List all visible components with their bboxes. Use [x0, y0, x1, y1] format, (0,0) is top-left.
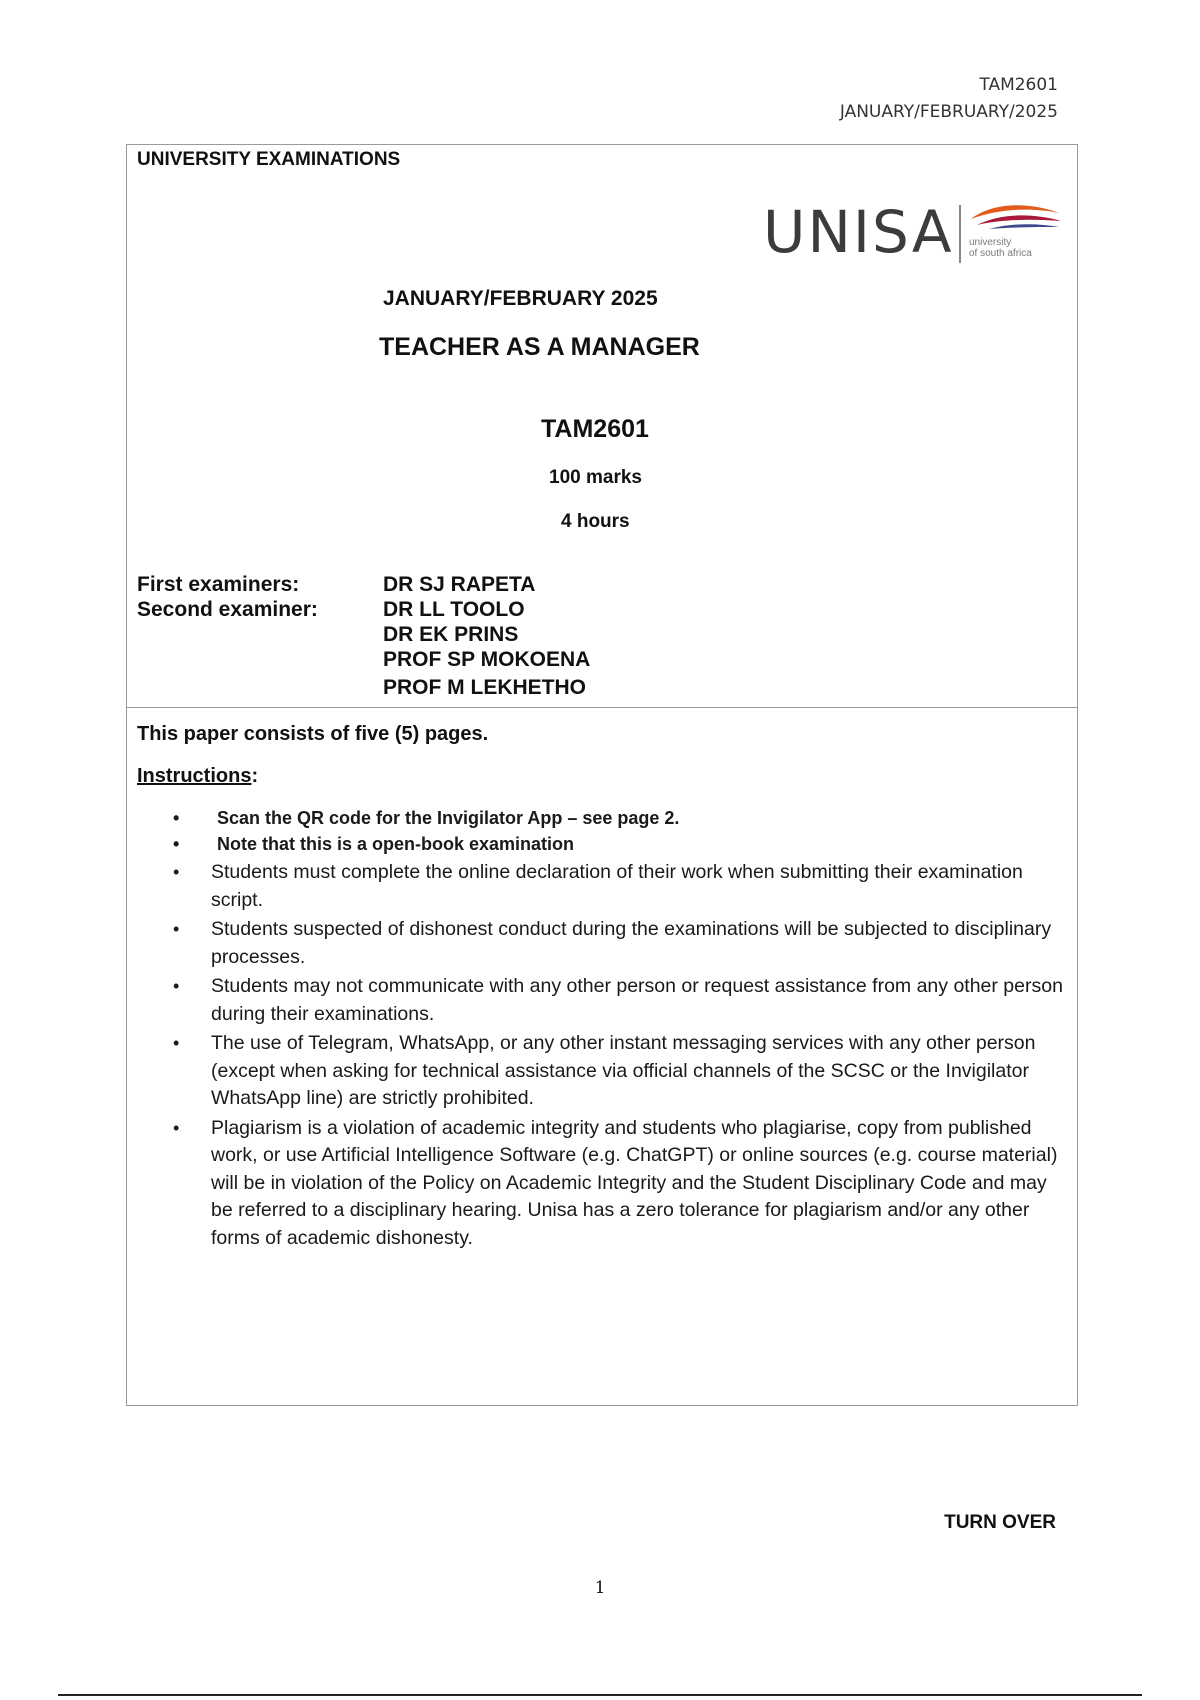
total-marks: 100 marks: [549, 467, 642, 488]
header-session: JANUARY/FEBRUARY/2025: [839, 102, 1058, 122]
examiner-name: DR EK PRINS: [383, 623, 519, 646]
second-examiner-label: Second examiner:: [137, 598, 318, 621]
page-number: 1: [594, 1578, 606, 1598]
section-divider: [127, 707, 1077, 708]
exam-duration: 4 hours: [561, 511, 630, 532]
instructions-list: [137, 805, 1067, 1254]
list-item: • Scan the QR code for the Invigilator App – see page 2.: [173, 808, 680, 828]
list-item: • Note that this is a open-book examination: [173, 834, 575, 854]
page-count-note: This paper consists of five (5) pages.: [137, 723, 489, 745]
examiner-name: PROF M LEKHETHO: [383, 676, 586, 699]
university-examinations-label: UNIVERSITY EXAMINATIONS: [137, 149, 401, 170]
turn-over-label: TURN OVER: [944, 1512, 1056, 1533]
module-code: TAM2601: [541, 415, 649, 443]
logo-subtitle: university of south africa: [969, 237, 1032, 259]
logo-divider: [959, 205, 961, 263]
page-bottom-rule: [58, 1694, 1142, 1696]
cover-box: [126, 144, 1078, 1406]
unisa-logo: [763, 195, 1063, 275]
list-item: • Students may not communicate with any other person or request assistance from any other person during their examinations.: [173, 975, 1063, 1025]
page-header: [840, 72, 1058, 126]
logo-swoosh-icon: [967, 199, 1063, 239]
module-title: TEACHER AS A MANAGER: [379, 333, 700, 361]
list-item: • Students suspected of dishonest conduct during the examinations will be subjected to disciplinary processes.: [173, 918, 1052, 968]
exam-session: JANUARY/FEBRUARY 2025: [383, 287, 658, 310]
logo-wordmark: UNISA: [763, 198, 954, 266]
list-item: • Plagiarism is a violation of academic integrity and students who plagiarise, copy from published work, or use Artificial Intelligence Software (e.g. ChatGPT) or online sources (e.g. course material) will be in violation of the Policy on Academic Integrity and the Student Disciplinary Code and may be referred to a disciplinary hearing. Unisa has a zero tolerance for plagiarism and/or any other forms of academic dishonesty.: [173, 1116, 1058, 1249]
examiner-name: PROF SP MOKOENA: [383, 648, 591, 671]
list-item: • Students must complete the online declaration of their work when submitting their examination script.: [173, 861, 1023, 911]
header-module-code: TAM2601: [979, 75, 1058, 95]
list-item: • The use of Telegram, WhatsApp, or any other instant messaging services with any other person (except when asking for technical assistance via official channels of the SCSC or the Invigilator WhatsApp line) are strictly prohibited.: [173, 1032, 1036, 1109]
examiner-name: DR LL TOOLO: [383, 598, 525, 621]
instructions-heading: Instructions:: [137, 765, 259, 787]
examiner-name: DR SJ RAPETA: [383, 573, 536, 596]
first-examiners-label: First examiners:: [137, 573, 300, 596]
